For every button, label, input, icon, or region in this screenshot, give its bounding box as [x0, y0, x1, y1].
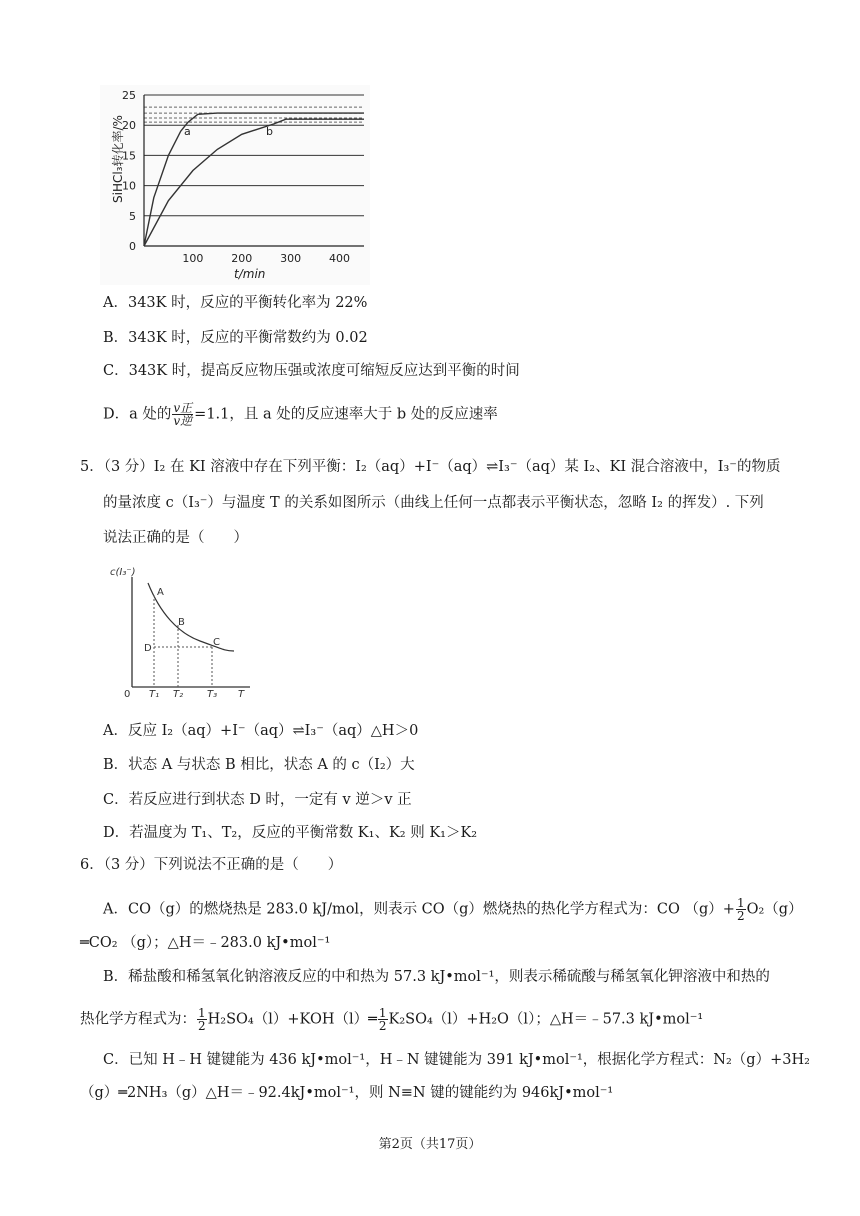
y-tick-25: 25	[122, 89, 136, 102]
label-C: C	[213, 637, 220, 648]
label-b: b	[266, 125, 273, 138]
y-axis-label: c(I₃⁻)	[110, 567, 136, 578]
q6-option-c-line2: （g）═2NH₃（g）△H＝﹣92.4kJ•mol⁻¹，则 N≡N 键的键能约为 946kJ•mol⁻¹	[80, 1085, 614, 1101]
q5-stem-line2: 的量浓度 c（I₃⁻）与温度 T 的关系如图所示（曲线上任何一点都表示平衡状态，忽略 I₂ 的挥发）. 下列	[103, 495, 764, 511]
q4-option-d	[103, 402, 498, 427]
fraction-denominator: v逆	[173, 414, 193, 428]
q6-option-a-line1	[103, 897, 803, 922]
q5-option-d: D．若温度为 T₁、T₂，反应的平衡常数 K₁、K₂ 则 K₁＞K₂	[103, 825, 478, 841]
q6-b2-mid: H₂SO₄（l）+KOH（l）═	[207, 1011, 377, 1028]
q6-option-b-line1: B．稀盐酸和稀氢氧化钠溶液反应的中和热为 57.3 kJ•mol⁻¹，则表示稀硫酸与稀氢氧化钾溶液中和热的	[103, 969, 770, 985]
tick-T2: T₂	[173, 689, 184, 700]
q4-option-d-pre: D．a 处的	[103, 406, 172, 423]
x-tick-300: 300	[280, 252, 302, 265]
y-tick-15: 15	[122, 149, 136, 163]
q5-option-c: C．若反应进行到状态 D 时，一定有 v 逆＞v 正	[103, 792, 412, 808]
fraction-denominator: 2	[736, 909, 745, 923]
half-fraction-1	[197, 1007, 207, 1032]
label-B: B	[178, 617, 185, 628]
tick-T3: T₃	[207, 689, 218, 700]
q6-stem: 6．（3 分）下列说法不正确的是（ ）	[80, 857, 343, 873]
q5-option-b: B．状态 A 与状态 B 相比，状态 A 的 c（I₂）大	[103, 757, 415, 773]
fraction-numerator: 1	[198, 1006, 206, 1020]
x-axis-label: T	[238, 689, 245, 700]
half-fraction-2	[378, 1007, 388, 1032]
tick-T1: T₁	[149, 689, 160, 700]
q5-stem-line3: 说法正确的是（ ）	[103, 530, 248, 546]
q6-a1-pre: A．CO（g）的燃烧热是 283.0 kJ/mol，则表示 CO（g）燃烧热的热化学方程式为：CO （g）+	[103, 901, 735, 918]
q5-stem-line1: 5．（3 分）I₂ 在 KI 溶液中存在下列平衡：I₂（aq）+I⁻（aq）⇌I₃⁻（aq）某 I₂、KI 混合溶液中，I₃⁻的物质	[80, 459, 781, 475]
fraction-numerator: 1	[736, 896, 745, 910]
x-tick-400: 400	[329, 252, 351, 265]
concentration-chart	[110, 563, 260, 703]
label-a: a	[184, 125, 191, 138]
q4-option-d-post: =1.1，且 a 处的反应速率大于 b 处的反应速率	[194, 406, 498, 423]
q6-b2-post: K₂SO₄（l）+H₂O（l）；△H＝﹣57.3 kJ•mol⁻¹	[388, 1011, 704, 1028]
q6-option-c-line1: C．已知 H﹣H 键键能为 436 kJ•mol⁻¹，H﹣N 键键能为 391 kJ•mol⁻¹，根据化学方程式：N₂（g）+3H₂	[103, 1052, 810, 1068]
q6-option-b-line2	[80, 1007, 703, 1032]
label-A: A	[157, 587, 164, 598]
x-tick-100: 100	[182, 252, 204, 265]
label-D: D	[144, 643, 152, 654]
conversion-chart	[100, 85, 370, 285]
y-tick-10: 10	[122, 179, 136, 193]
page-footer: 第2页（共17页）	[378, 1137, 482, 1152]
velocity-fraction	[172, 402, 193, 427]
q4-option-c: C．343K 时，提高反应物压强或浓度可缩短反应达到平衡的时间	[103, 363, 520, 379]
fraction-denominator: 2	[198, 1019, 206, 1033]
half-fraction	[736, 897, 746, 922]
y-tick-20: 20	[122, 119, 136, 133]
q4-option-b: B．343K 时，反应的平衡常数约为 0.02	[103, 330, 368, 346]
x-tick-200: 200	[231, 252, 253, 265]
y-tick-5: 5	[129, 209, 136, 223]
fraction-numerator: v正	[173, 401, 193, 415]
q4-option-a: A．343K 时，反应的平衡转化率为 22%	[103, 295, 368, 311]
origin-label: 0	[124, 689, 131, 700]
y-axis-label: SiHCl₃转化率/%	[111, 115, 125, 203]
fraction-denominator: 2	[378, 1019, 387, 1033]
q6-a1-post: O₂（g）	[746, 901, 803, 918]
fraction-numerator: 1	[378, 1006, 387, 1020]
q5-option-a: A．反应 I₂（aq）+I⁻（aq）⇌I₃⁻（aq）△H＞0	[103, 723, 419, 739]
x-axis-label: t/min	[234, 267, 266, 281]
q6-b2-pre: 热化学方程式为：	[80, 1011, 196, 1028]
y-tick-0: 0	[129, 240, 136, 253]
q6-option-a-line2: ═CO₂ （g）；△H＝﹣283.0 kJ•mol⁻¹	[80, 935, 331, 951]
